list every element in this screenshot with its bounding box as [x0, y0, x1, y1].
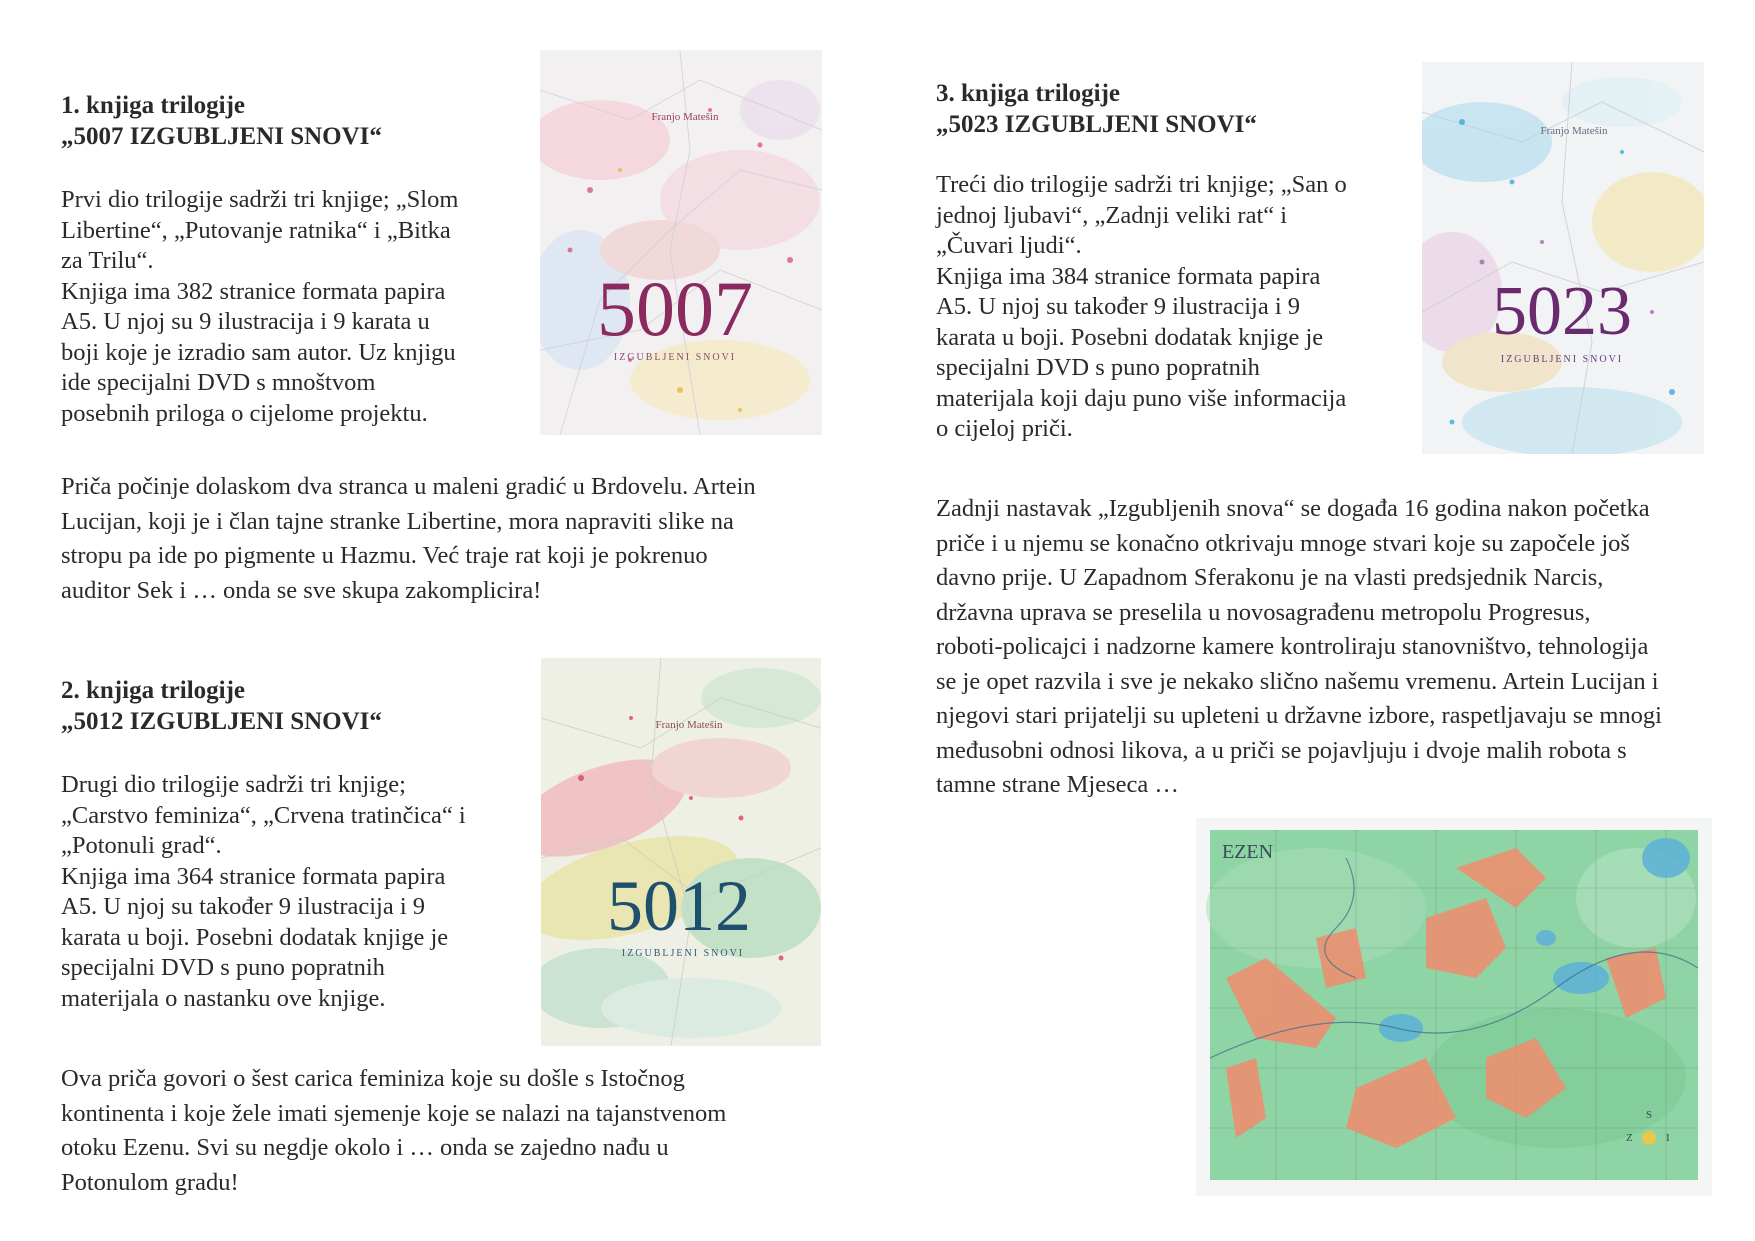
book2-desc-line: „Potonuli grad“.: [61, 832, 222, 859]
book3-cover-author: Franjo Matešin: [1540, 125, 1608, 137]
book3-story-line: tamne strane Mjeseca …: [936, 771, 1179, 798]
book3-story: [936, 492, 1716, 803]
book1-desc-line: ide specijalni DVD s mnoštvom: [61, 369, 376, 396]
book2-story-line: kontinenta i koje žele imati sjemenje koje se nalazi na tajanstvenom: [61, 1099, 727, 1127]
book3-desc-line: „Čuvari ljudi“.: [936, 232, 1082, 259]
map-title: EZEN: [1222, 841, 1274, 863]
book1-story-line: Priča počinje dolaskom dva stranca u maleni gradić u Brdovelu. Artein: [61, 473, 756, 500]
compass-south: S: [1646, 1109, 1653, 1121]
book2-description: [61, 770, 531, 1014]
book3-desc-line: Treći dio trilogije sadrži tri knjige; „San o: [936, 171, 1347, 198]
book2-story: [61, 1062, 821, 1200]
book3-heading-line1: 3. knjiga trilogije: [936, 80, 1121, 107]
book3-cover-subtitle: IZGUBLJENI SNOVI: [1500, 354, 1624, 365]
book3-story-line: priče i u njemu se konačno otkrivaju mnoge stvari koje su započele još: [936, 529, 1630, 557]
book2-desc-line: materijala o nastanku ove knjige.: [61, 984, 386, 1012]
book3-cover-image: [1422, 62, 1704, 454]
book3-description: [936, 170, 1406, 445]
book3-desc-line: jednoj ljubavi“, „Zadnji veliki rat“ i: [936, 201, 1288, 229]
book1-heading: [61, 90, 521, 152]
book3-desc-line: o cijeloj priči.: [936, 415, 1073, 442]
book2-desc-line: Drugi dio trilogije sadrži tri knjige;: [61, 771, 406, 798]
book1-heading-line1: 1. knjiga trilogije: [61, 92, 246, 119]
book3-story-line: roboti-policajci i nadzorne kamere kontroliraju stanovništvo, tehnologija: [936, 633, 1649, 660]
book3-desc-line: materijala koji daju puno više informacija: [936, 384, 1347, 412]
book1-story-line: stropu pa ide po pigmente u Hazmu. Već traje rat koji je pokrenuo: [61, 542, 708, 569]
book2-story-line: otoku Ezenu. Svi su negdje okolo i … onda se zajedno nađu u: [61, 1134, 669, 1161]
book3-story-line: Zadnji nastavak „Izgubljenih snova“ se događa 16 godina nakon početka: [936, 495, 1650, 522]
compass-west: Z: [1626, 1132, 1633, 1144]
book3-desc-line: A5. U njoj su također 9 ilustracija i 9: [936, 293, 1301, 320]
book2-cover-number: 5012: [607, 866, 751, 946]
book1-story: [61, 470, 821, 608]
book1-desc-line: A5. U njoj su 9 ilustracija i 9 karata u: [61, 308, 430, 335]
compass-east: I: [1666, 1132, 1670, 1144]
book2-desc-line: karata u boji. Posebni dodatak knjige je: [61, 923, 449, 951]
ezen-map-image: [1196, 818, 1712, 1196]
book3-desc-line: karata u boji. Posebni dodatak knjige je: [936, 323, 1324, 351]
book2-story-line: Ova priča govori o šest carica feminiza koje su došle s Istočnog: [61, 1065, 685, 1092]
book1-cover-subtitle: IZGUBLJENI SNOVI: [613, 352, 737, 363]
book1-story-line: auditor Sek i … onda se sve skupa zakomplicira!: [61, 576, 542, 604]
book3-story-line: državna uprava se preselila u novosagrađenu metropolu Progresus,: [936, 598, 1591, 626]
book2-desc-line: A5. U njoj su također 9 ilustracija i 9: [61, 893, 426, 920]
book1-story-line: Lucijan, koji je i član tajne stranke Libertine, mora napraviti slike na: [61, 507, 734, 535]
book1-description: [61, 185, 531, 429]
book3-story-line: se je opet razvila i sve je nekako slično našemu vremenu. Artein Lucijan i: [936, 667, 1659, 695]
book1-cover-number: 5007: [597, 265, 753, 352]
book2-cover-author: Franjo Matešin: [655, 719, 723, 731]
book1-desc-line: boji koje je izradio sam autor. Uz knjigu: [61, 338, 456, 366]
book1-cover-author: Franjo Matešin: [651, 111, 719, 123]
book2-heading: [61, 675, 521, 737]
book3-heading: [936, 78, 1376, 140]
book3-story-line: njegovi stari prijatelji su upleteni u državne izbore, raspetljavaju se mnogi: [936, 702, 1662, 729]
book2-desc-line: specijalni DVD s puno popratnih: [61, 954, 385, 981]
book1-desc-line: Prvi dio trilogije sadrži tri knjige; „Slom: [61, 186, 459, 213]
book3-desc-line: Knjiga ima 384 stranice formata papira: [936, 262, 1321, 290]
book2-heading-line2: „5012 IZGUBLJENI SNOVI“: [61, 708, 382, 735]
book2-story-line: Potonulom gradu!: [61, 1168, 239, 1196]
book2-desc-line: Knjiga ima 364 stranice formata papira: [61, 862, 446, 890]
book1-desc-line: Libertine“, „Putovanje ratnika“ i „Bitka: [61, 216, 451, 244]
book2-cover-image: [541, 658, 821, 1046]
book3-cover-number: 5023: [1492, 273, 1632, 350]
book1-desc-line: posebnih priloga o cijelome projektu.: [61, 399, 428, 427]
book1-desc-line: za Trilu“.: [61, 247, 154, 274]
book3-story-line: davno prije. U Zapadnom Sferakonu je na vlasti predsjednik Narcis,: [936, 564, 1604, 591]
book2-heading-line1: 2. knjiga trilogije: [61, 677, 246, 704]
book3-story-line: međusobni odnosi likova, a u priči se pojavljuju i dvoje malih robota s: [936, 736, 1627, 764]
book2-cover-subtitle: IZGUBLJENI SNOVI: [621, 948, 745, 959]
book1-cover-image: [540, 50, 822, 435]
book2-desc-line: „Carstvo feminiza“, „Crvena tratinčica“ i: [61, 801, 466, 829]
book3-heading-line2: „5023 IZGUBLJENI SNOVI“: [936, 111, 1257, 138]
book1-desc-line: Knjiga ima 382 stranice formata papira: [61, 277, 446, 305]
book1-heading-line2: „5007 IZGUBLJENI SNOVI“: [61, 123, 382, 150]
book3-desc-line: specijalni DVD s puno popratnih: [936, 354, 1260, 381]
